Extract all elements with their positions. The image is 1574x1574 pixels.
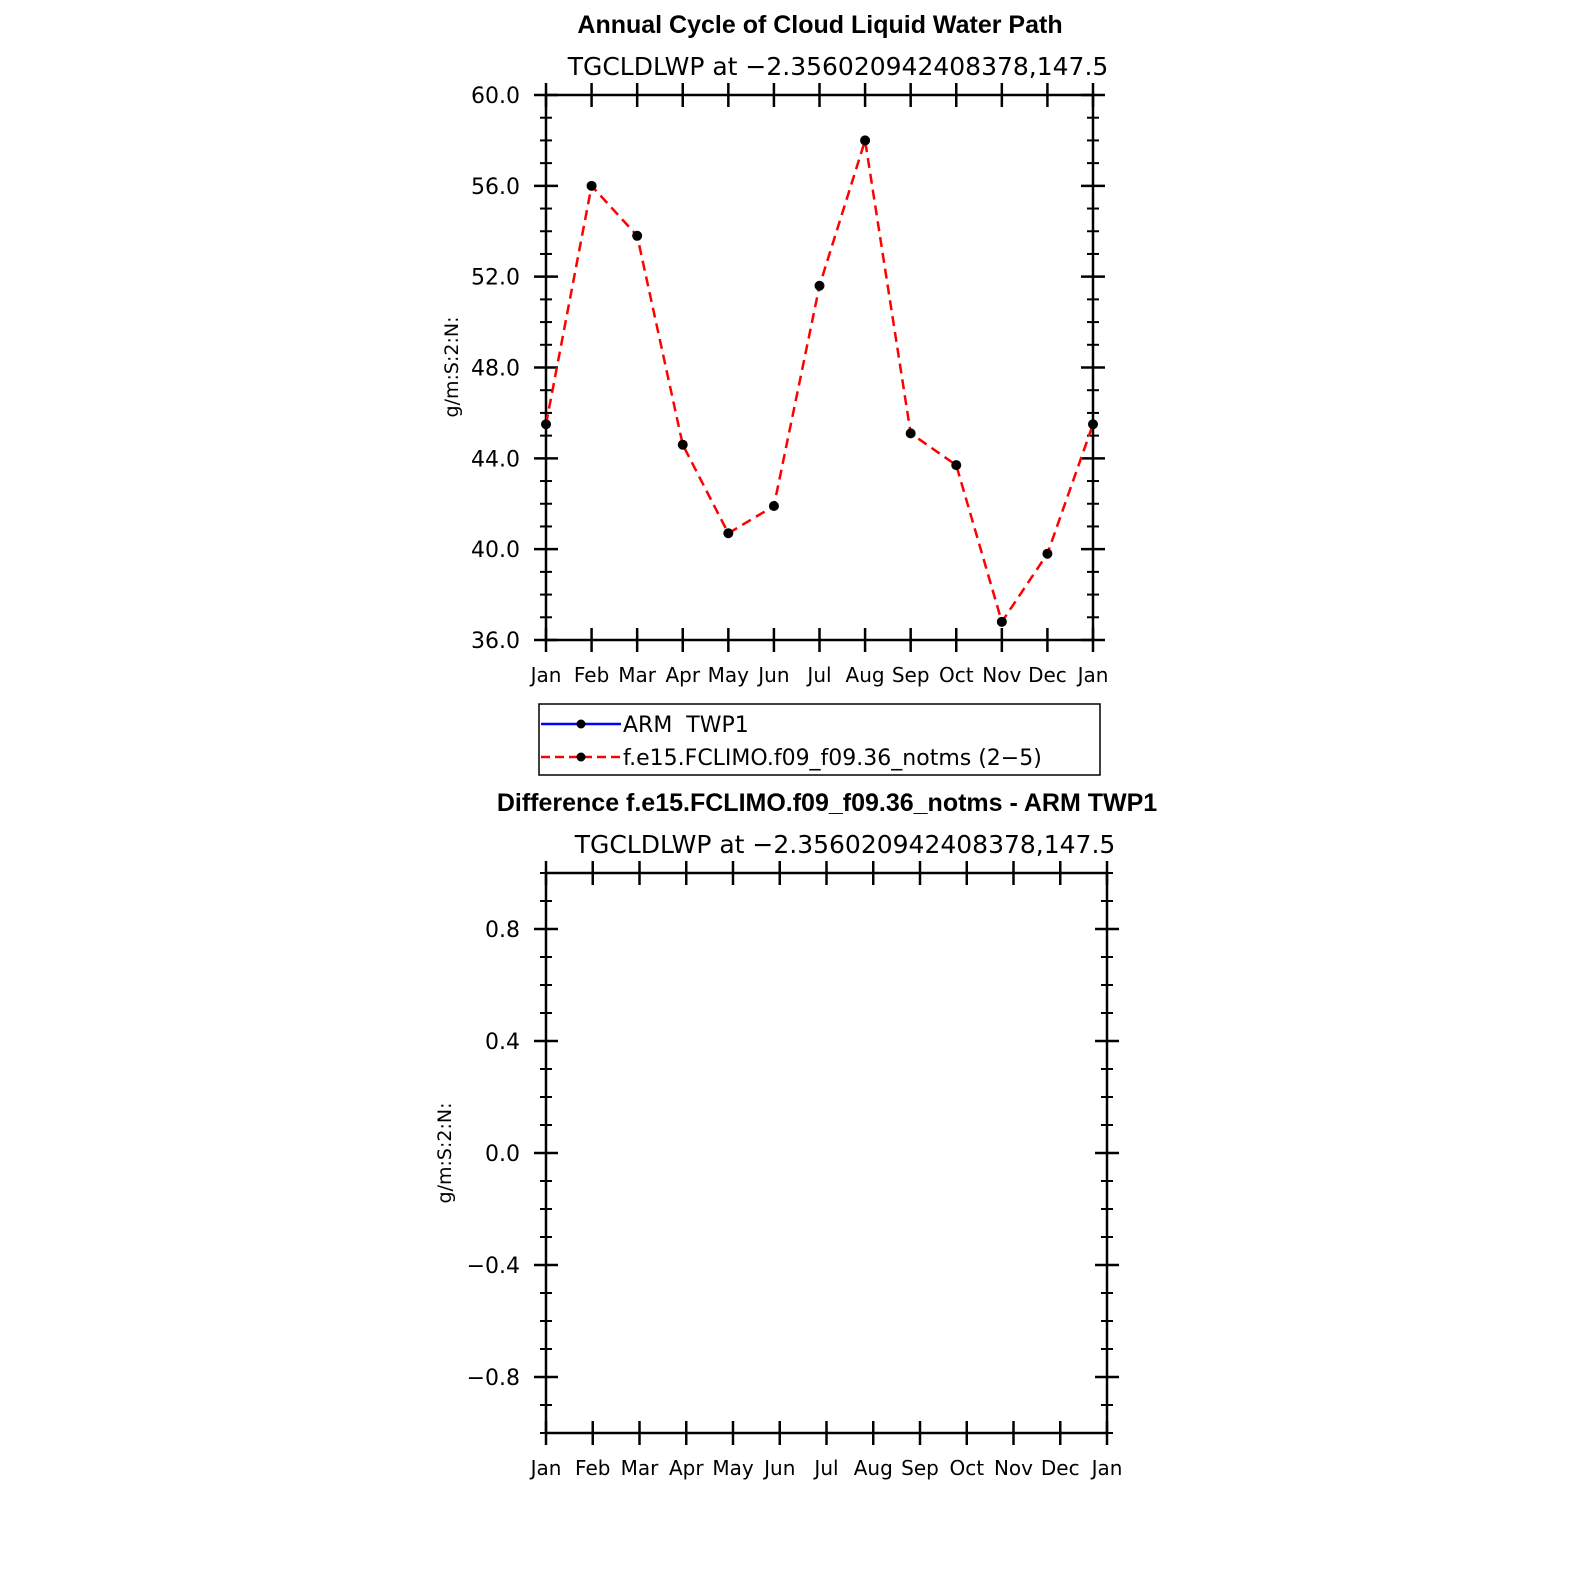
data-point bbox=[951, 460, 961, 470]
y-tick-label: 0.0 bbox=[485, 1142, 520, 1167]
chart-title: Difference f.e15.FCLIMO.f09_f09.36_notms - ARM TWP1 bbox=[496, 789, 1158, 817]
x-tick-label: Dec bbox=[1040, 1456, 1080, 1480]
data-point bbox=[541, 419, 551, 429]
y-tick-labels bbox=[471, 84, 520, 654]
data-point bbox=[906, 428, 916, 438]
x-tick-label: Nov bbox=[993, 1456, 1034, 1480]
panel-annual-cycle bbox=[441, 11, 1108, 775]
x-tick-label: Oct bbox=[938, 663, 974, 687]
legend-marker-model bbox=[577, 753, 586, 762]
x-tick-label: Jan bbox=[1077, 663, 1109, 687]
y-tick-label: 56.0 bbox=[471, 174, 520, 200]
x-tick-label: Feb bbox=[575, 1456, 611, 1480]
data-point bbox=[769, 501, 779, 511]
y-tick-label: 52.0 bbox=[471, 265, 520, 291]
x-tick-labels bbox=[529, 1456, 1123, 1480]
legend-marker-obs bbox=[577, 720, 586, 729]
x-tick-label: Jan bbox=[1091, 1456, 1123, 1480]
data-point bbox=[632, 231, 642, 241]
x-tick-label: Dec bbox=[1028, 663, 1067, 687]
legend-entry-model bbox=[541, 746, 1042, 771]
x-tick-label: Aug bbox=[853, 1456, 893, 1480]
x-tick-label: Jan bbox=[530, 1456, 562, 1480]
x-tick-label: May bbox=[712, 1456, 754, 1480]
panel-difference bbox=[434, 789, 1157, 1480]
x-tick-label: Mar bbox=[620, 1456, 659, 1480]
series-layer bbox=[541, 135, 1098, 626]
x-tick-label: Sep bbox=[901, 1456, 939, 1480]
x-tick-label: Jun bbox=[758, 663, 790, 687]
series-line-model bbox=[546, 140, 1093, 621]
y-tick-label: 36.0 bbox=[471, 629, 520, 654]
x-tick-label: Jun bbox=[764, 1456, 796, 1480]
chart-subtitle: TGCLDLWP at −2.356020942408378,147.5 bbox=[574, 830, 1116, 859]
data-point bbox=[860, 135, 870, 145]
data-point bbox=[997, 617, 1007, 627]
x-tick-label: May bbox=[707, 663, 750, 687]
y-tick-label: 44.0 bbox=[471, 447, 520, 473]
x-tick-label: Apr bbox=[665, 663, 701, 687]
y-tick-labels bbox=[467, 918, 520, 1391]
y-tick-label: −0.4 bbox=[466, 1254, 520, 1279]
y-tick-label: 48.0 bbox=[471, 356, 520, 382]
x-tick-label: Nov bbox=[982, 663, 1022, 687]
x-tick-label: Jul bbox=[814, 1456, 839, 1480]
y-axis-label: g/m:S:2:N: bbox=[441, 316, 463, 418]
data-point bbox=[1088, 419, 1098, 429]
y-tick-label: 0.4 bbox=[485, 1030, 520, 1055]
axis-ticks bbox=[534, 83, 1105, 652]
y-tick-label: 0.8 bbox=[485, 918, 520, 943]
x-tick-label: Jan bbox=[530, 663, 562, 687]
data-point bbox=[1042, 549, 1052, 559]
data-point bbox=[723, 528, 733, 538]
y-tick-label: 40.0 bbox=[471, 538, 520, 564]
axis-ticks bbox=[534, 861, 1119, 1445]
x-tick-label: Mar bbox=[618, 663, 657, 687]
x-tick-labels bbox=[529, 663, 1109, 687]
legend-label-model: f.e15.FCLIMO.f09_f09.36_notms (2−5) bbox=[623, 746, 1042, 771]
x-tick-label: Apr bbox=[668, 1456, 704, 1480]
legend bbox=[539, 704, 1100, 775]
x-tick-label: Oct bbox=[949, 1456, 985, 1480]
legend-label-obs: ARM TWP1 bbox=[623, 713, 749, 738]
data-point bbox=[678, 440, 688, 450]
x-tick-label: Aug bbox=[845, 663, 885, 687]
data-point bbox=[587, 181, 597, 191]
x-tick-label: Feb bbox=[573, 663, 610, 687]
plot-frame bbox=[546, 873, 1107, 1433]
y-tick-label: 60.0 bbox=[471, 84, 520, 109]
chart-title: Annual Cycle of Cloud Liquid Water Path bbox=[577, 11, 1063, 39]
plot-frame bbox=[546, 95, 1093, 640]
chart-subtitle: TGCLDLWP at −2.356020942408378,147.5 bbox=[567, 52, 1109, 81]
y-tick-label: −0.8 bbox=[466, 1366, 520, 1391]
x-tick-label: Jul bbox=[807, 663, 832, 687]
data-point bbox=[815, 281, 825, 291]
x-tick-label: Sep bbox=[891, 663, 930, 687]
legend-entry-obs bbox=[541, 713, 749, 738]
y-axis-label: g/m:S:2:N: bbox=[434, 1102, 456, 1204]
